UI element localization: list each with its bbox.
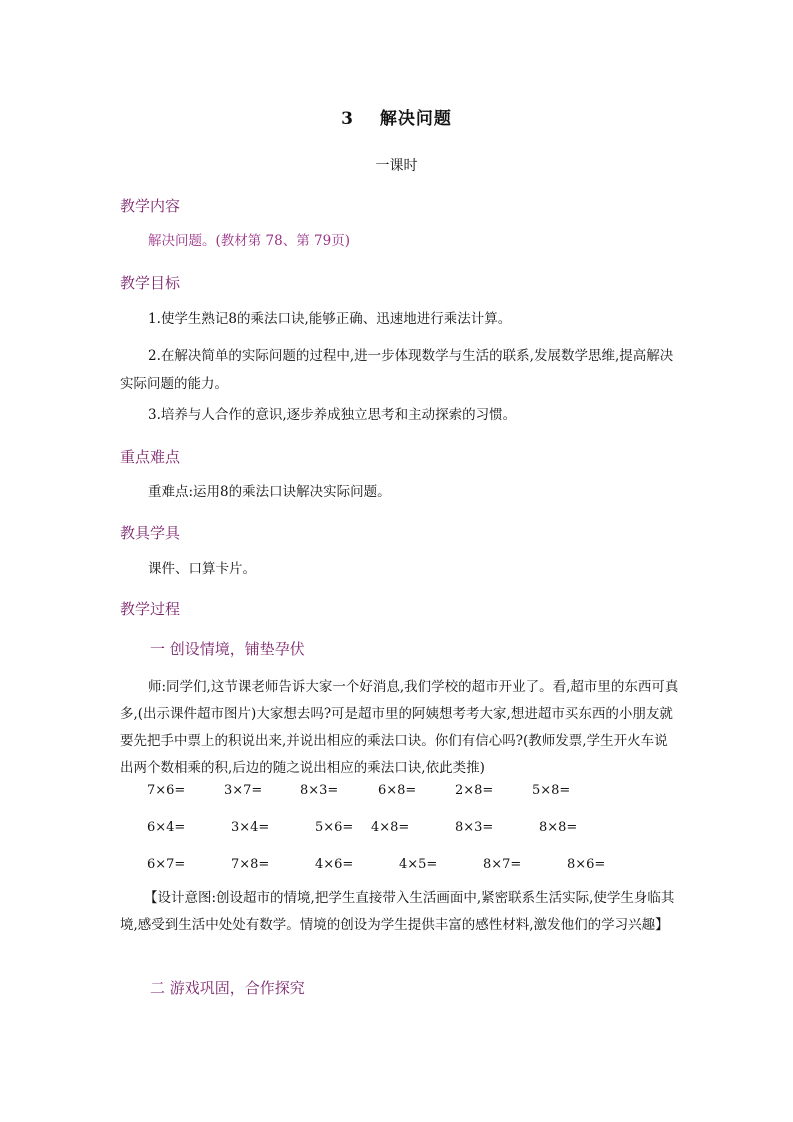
heading-tools: 教具学具 [120, 524, 181, 542]
tools-text: 课件、口算卡片。 [148, 561, 256, 577]
exercise-item: 3×4= [231, 820, 270, 835]
exercise-row-2 [147, 820, 667, 840]
step-2-title: 二 游戏巩固，合作探究 [150, 979, 305, 997]
exercise-item: 6×4= [147, 820, 186, 835]
heading-goals: 教学目标 [120, 274, 181, 292]
step-1-text: 师:同学们,这节课老师告诉大家一个好消息,我们学校的超市开业了。看,超市里的东西可真多,(出示课件超市图片)大家想去吗?可是超市里的阿姨想考考大家,想进超市买东西的小朋友就要先把手中票上的积说出来,并说出相应的乘法口诀。你们有信心吗?(教师发票,学生开火车说出两个数相乘的积,后边的随之说出相应的乘法口诀,依此类推) [120, 679, 679, 776]
exercise-item: 8×3= [300, 783, 339, 798]
goal-1: 1.使学生熟记8的乘法口诀,能够正确、迅速地进行乘法计算。 [148, 311, 512, 327]
heading-key-points: 重点难点 [120, 448, 181, 466]
content-text: 解决问题。(教材第 78、第 79页) [148, 233, 350, 249]
exercise-item: 4×8= [371, 820, 410, 835]
exercise-item: 7×6= [147, 783, 186, 798]
step-1-title: 一 创设情境，铺垫孕伏 [150, 640, 305, 658]
design-note: 【设计意图:创设超市的情境,把学生直接带入生活画面中,紧密联系生活实际,使学生身临其境,感受到生活中处处有数学。情境的创设为学生提供丰富的感性材料,激发他们的学习兴趣】 [120, 890, 675, 933]
exercise-item: 8×7= [483, 857, 522, 872]
exercise-item: 8×8= [539, 820, 578, 835]
goal-2: 2.在解决简单的实际问题的过程中,进一步体现数学与生活的联系,发展数学思维,提高解决实际问题的能力。 [120, 348, 674, 392]
exercise-item: 7×8= [231, 857, 270, 872]
exercise-row-1 [147, 783, 667, 803]
exercise-item: 5×8= [532, 783, 571, 798]
exercise-item: 5×6= [315, 820, 354, 835]
exercise-item: 8×3= [455, 820, 494, 835]
key-text: 重难点:运用8的乘法口诀解决实际问题。 [148, 484, 391, 500]
exercise-item: 6×8= [378, 783, 417, 798]
exercise-item: 4×5= [399, 857, 438, 872]
heading-content: 教学内容 [120, 197, 181, 215]
exercise-item: 6×7= [147, 857, 186, 872]
heading-process: 教学过程 [120, 600, 181, 618]
exercise-item: 2×8= [455, 783, 494, 798]
exercise-item: 3×7= [224, 783, 263, 798]
page-title [0, 104, 793, 129]
title-number: 3 [341, 109, 354, 129]
exercise-row-3 [147, 857, 667, 877]
goal-3: 3.培养与人合作的意识,逐步养成独立思考和主动探索的习惯。 [148, 407, 517, 423]
exercise-item: 4×6= [315, 857, 354, 872]
exercise-item: 8×6= [567, 857, 606, 872]
page-subtitle: 一课时 [375, 158, 418, 174]
title-text: 解决问题 [379, 109, 452, 129]
